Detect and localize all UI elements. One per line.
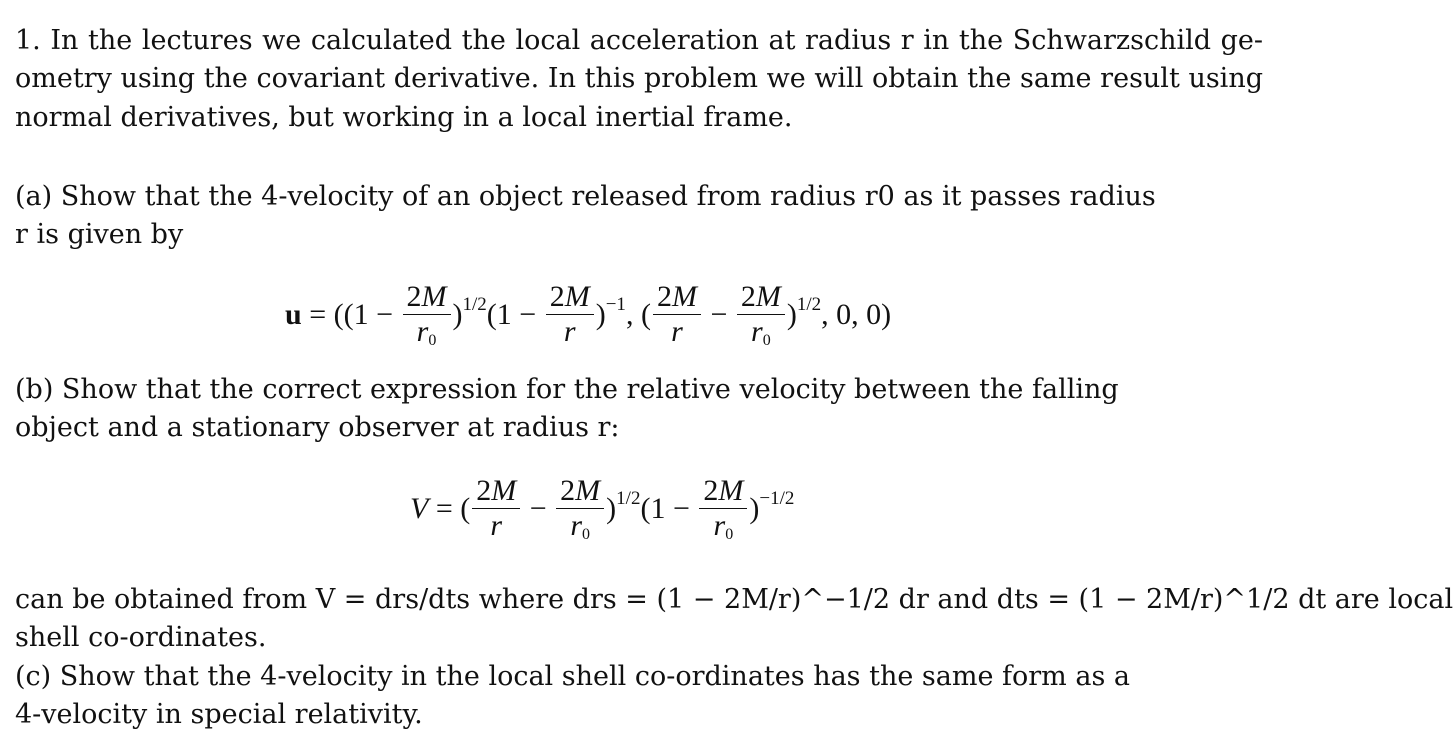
part-c-line-1: (c) Show that the 4-velocity in the local shell co-ordinates has the same form as a: [15, 661, 1131, 692]
part-b-line-3: can be obtained from V = drs/dts where drs = (1 − 2M/r)^−1/2 dr and dts = (1 − 2M/r)^1/2 dt are local: [15, 584, 1453, 615]
part-b-line-1: (b) Show that the correct expression for the relative velocity between the falling: [15, 374, 1119, 405]
part-a-line-1: (a) Show that the 4-velocity of an object released from radius r0 as it passes radius: [15, 181, 1156, 212]
equation-relative-velocity: V = ( $\frac{2M}{r}$ − $\frac{2M}{r_0}$ )$^{1/2}$(1 − $\frac{2M}{r_0}$ )$^{-1/2}$: [410, 474, 795, 543]
part-b-line-2: object and a stationary observer at radius r:: [15, 412, 620, 443]
equation-four-velocity: u = ((1 − $\frac{2M}{r_0}$ )$^{1/2}$(1 − $\frac{2M}{r}$ )$^{-1}$, ( $\frac{2M}{r}$ − $\frac{2M}{r_0}$ )$^{1/2}$, 0, 0): [285, 280, 892, 349]
intro-line-3: normal derivatives, but working in a local inertial frame.: [15, 102, 793, 133]
intro-line-2: ometry using the covariant derivative. In this problem we will obtain the same result using: [15, 63, 1263, 94]
part-c-line-2: 4-velocity in special relativity.: [15, 699, 423, 730]
part-b-line-4: shell co-ordinates.: [15, 622, 267, 653]
intro-line-1: 1. In the lectures we calculated the local acceleration at radius r in the Schwarzschild ge-: [15, 25, 1263, 56]
part-a-line-2: r is given by: [15, 219, 184, 250]
